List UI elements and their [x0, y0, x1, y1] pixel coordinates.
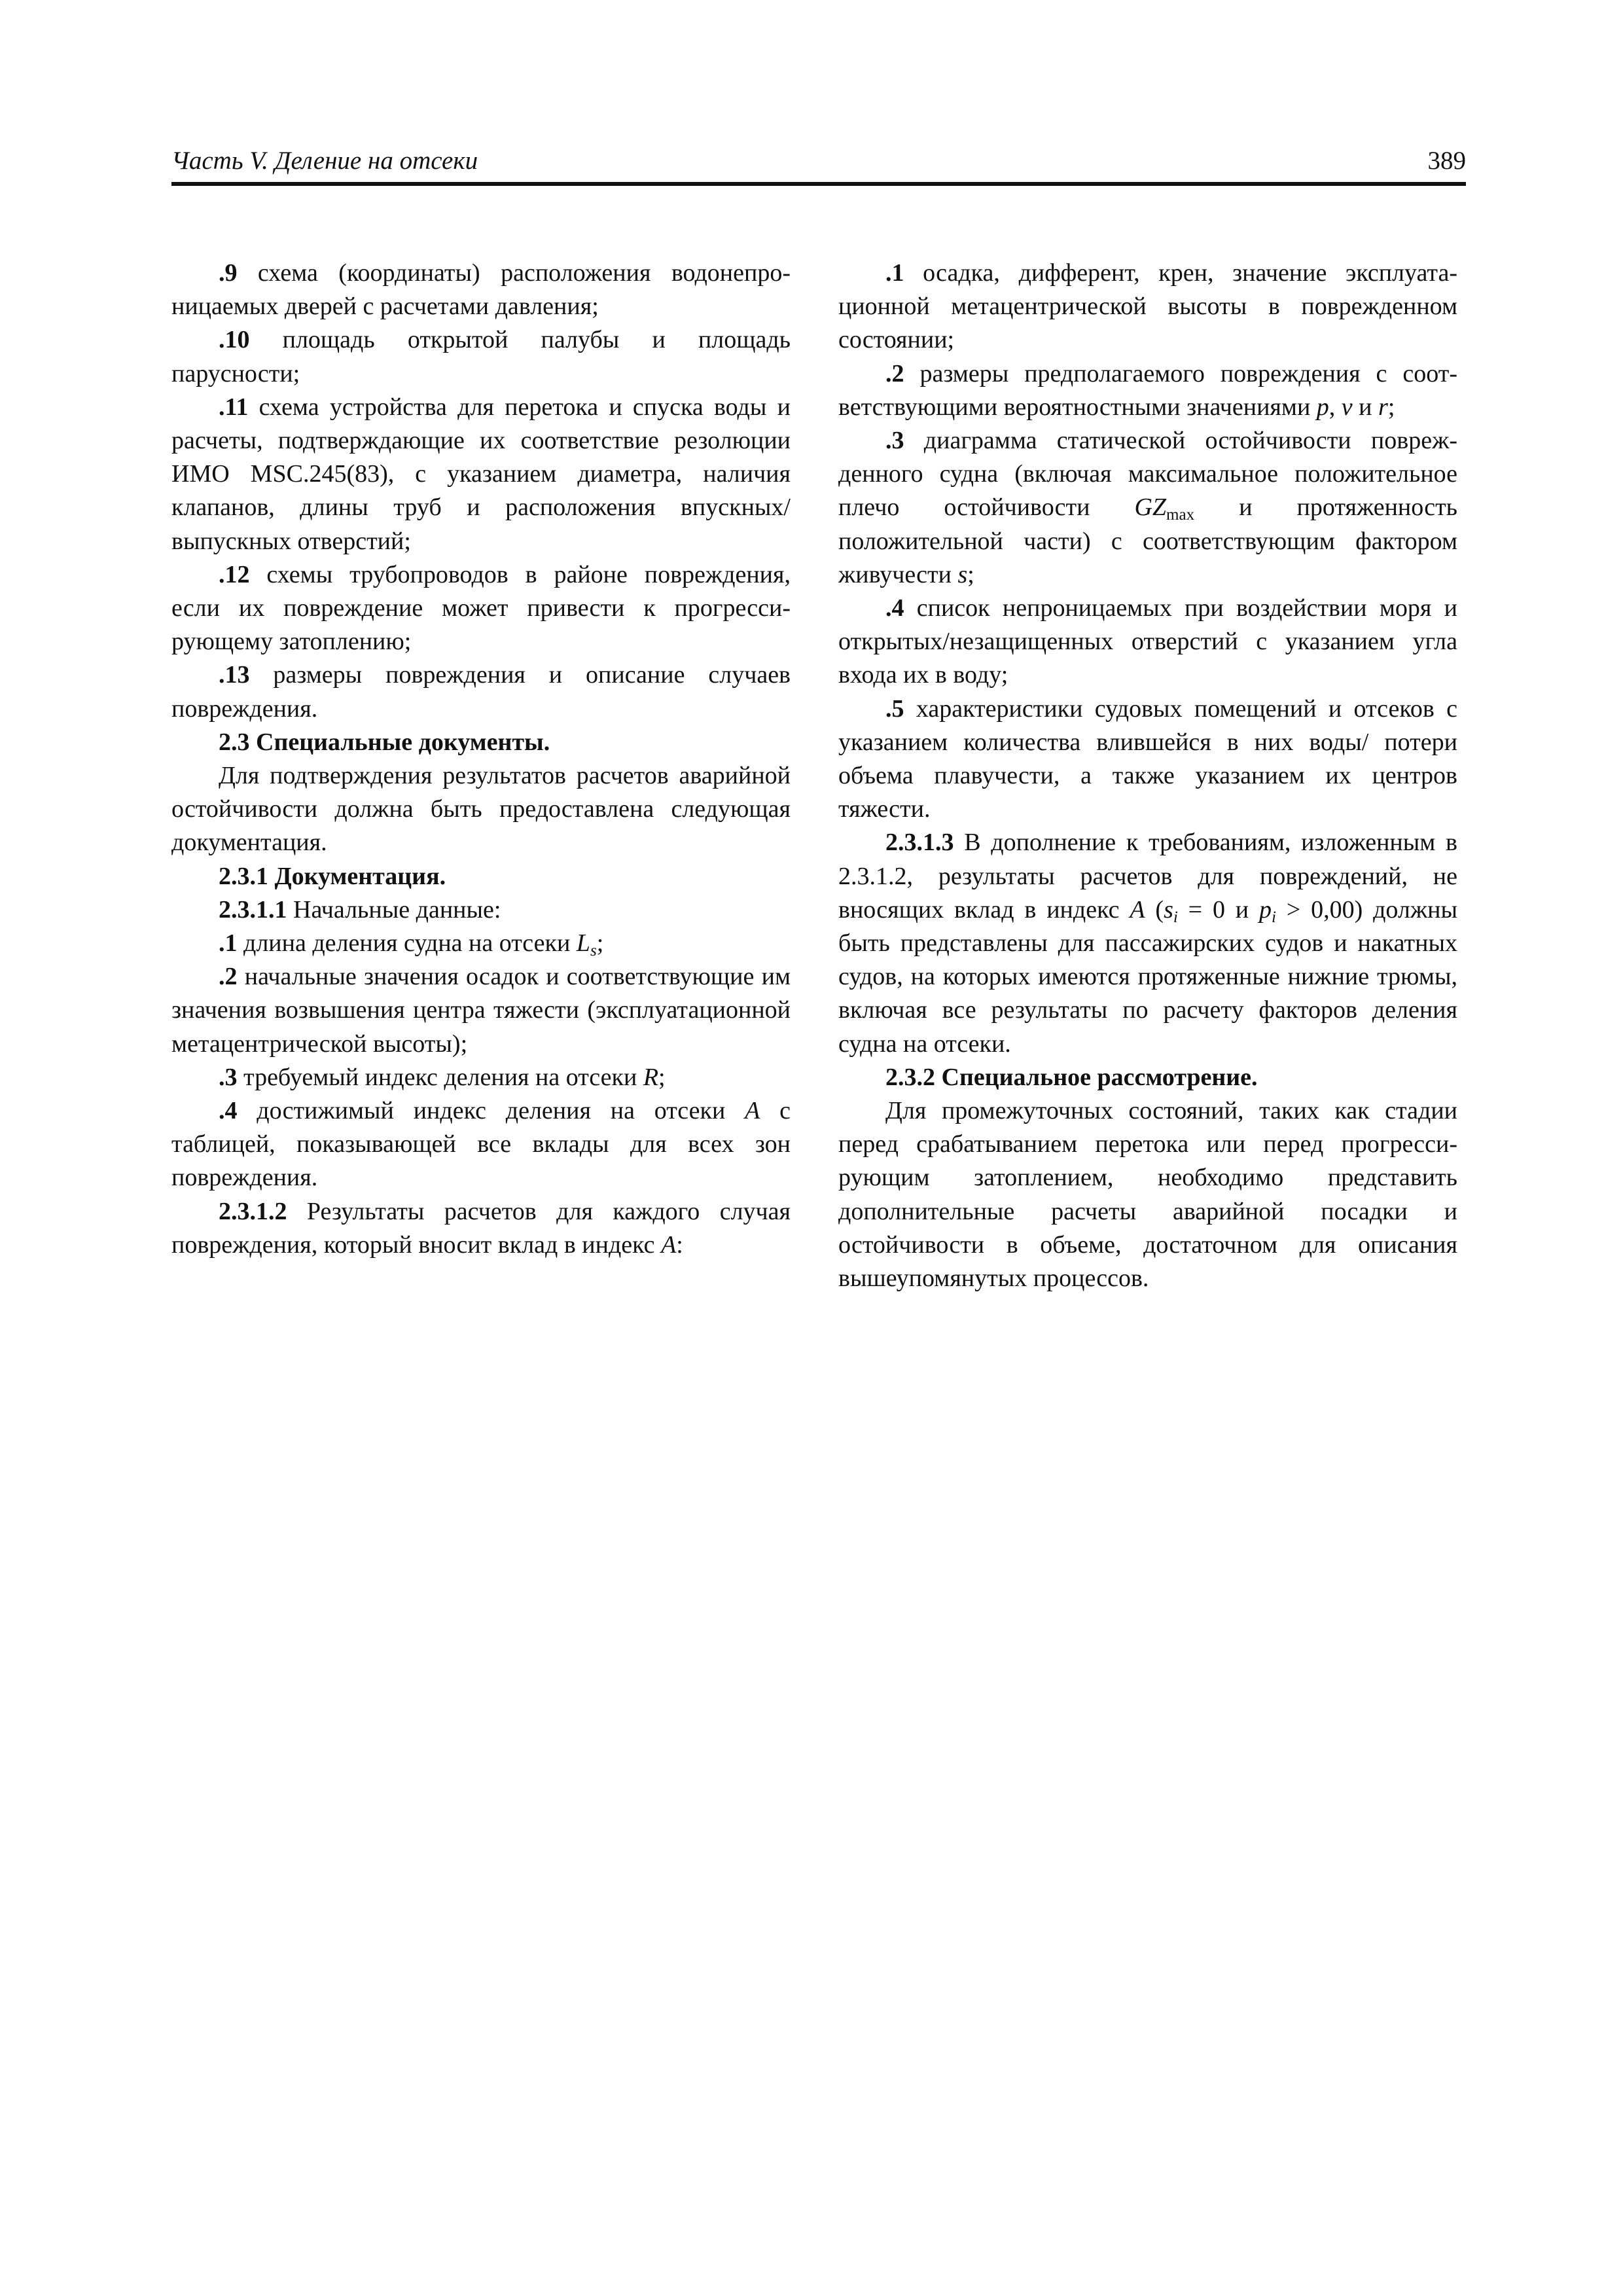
section-2-3-2-paragraph: Для промежуточных состояний, таких как стадии перед срабатыванием перетока или перед прогрессирующим затоплением, необходимо представить дополнительные расчеты аварийной посадки и остойчивости в объеме, достаточном для описания вышеупомянутых процессов.: [838, 1097, 1457, 1293]
item-number: .11: [219, 393, 249, 421]
math-variable: p: [1316, 393, 1329, 421]
left-column: [171, 257, 791, 1262]
item-number: .1: [219, 929, 238, 958]
item-text: длина деления судна на отсеки: [237, 929, 577, 958]
item-text: список непроницаемых при воздействии моря и открытых/незащищенных отверстий с указанием угла входа их в воду;: [838, 594, 1457, 689]
section-text: В дополнение к требованиям, изложенным в 2.3.1.2, результаты расчетов для повреждений, не вносящих вклад в индекс: [838, 829, 1457, 924]
result-item-3: [838, 424, 1457, 592]
item-text: схема (координаты) расположения водонепроницаемых дверей с расчетами давления;: [171, 259, 791, 321]
item-text: площадь открытой палубы и площадь парусности;: [171, 326, 791, 387]
item-number: .2: [885, 359, 904, 387]
formula-open: (: [1145, 895, 1164, 924]
item-13: [171, 658, 791, 725]
item-9: [171, 257, 791, 323]
section-heading-2-3-1-3: [838, 826, 1457, 1060]
section-text-tail: :: [676, 1230, 683, 1259]
math-subscript: max: [1166, 506, 1195, 524]
item-number: .4: [885, 594, 904, 622]
section-heading-2-3-2: 2.3.2 Специальное рассмотрение.: [885, 1063, 1258, 1091]
item-text-tail: ;: [596, 929, 604, 958]
section-heading-2-3-1-2: [171, 1195, 791, 1262]
item-number: .12: [219, 560, 250, 588]
item-number: .13: [219, 661, 250, 689]
math-variable: s: [1164, 895, 1173, 924]
item-text: характеристики судовых помещений и отсеков с указанием количества влившейся в них воды/ потери объема плавучести, а также указанием их центров тяжести.: [838, 694, 1457, 823]
item-text: размеры повреждения и описание случаев повреждения.: [171, 661, 791, 723]
item-text: осадка, дифферент, крен, значение эксплуатационной метацентрической высоты в поврежденном состоянии;: [838, 259, 1457, 354]
section-title: Начальные данные:: [287, 895, 501, 924]
separator-text: ,: [1329, 393, 1342, 421]
item-text-tail: ;: [1387, 393, 1395, 421]
math-variable: R: [643, 1063, 659, 1091]
math-subscript: s: [590, 942, 597, 960]
item-text-tail: с таблицей, показывающей все вклады для всех зон повреждения.: [171, 1097, 791, 1192]
formula-equals: = 0 и: [1177, 895, 1259, 924]
result-item-2: [838, 357, 1457, 424]
section-heading-2-3: 2.3 Специальные документы.: [219, 728, 550, 756]
item-number: .10: [219, 326, 250, 354]
item-12: [171, 558, 791, 659]
item-text: схемы трубопроводов в районе повреждения, если их повреждение может привести к прогрессирующему затоплению;: [171, 560, 791, 656]
item-text-continued: и протяженность положительной части) с соответствующим фактором живучести: [838, 493, 1457, 588]
math-variable: p: [1258, 895, 1272, 924]
item-number: .1: [885, 259, 904, 287]
item-number: .5: [885, 694, 904, 723]
item-text-tail: ;: [967, 560, 974, 588]
section-number: 2.3.1.1: [219, 895, 287, 924]
item-11: [171, 391, 791, 558]
item-text: размеры предполагаемого повреждения с соответствующими вероятностными значениями: [838, 359, 1457, 421]
data-item-2: [171, 960, 791, 1061]
item-number: .2: [219, 963, 238, 991]
section-heading-2-3-1-1: [171, 893, 791, 927]
item-number: .9: [219, 259, 238, 287]
item-text-tail: ;: [658, 1063, 666, 1091]
math-variable: A: [745, 1097, 760, 1125]
result-item-1: [838, 257, 1457, 357]
math-variable: s: [957, 560, 968, 588]
math-subscript: i: [1173, 908, 1178, 926]
section-2-3-paragraph: Для подтверждения результатов расчетов аварийной остойчивости должна быть предоставлена следующая документация.: [171, 762, 791, 857]
math-variable: r: [1378, 393, 1388, 421]
math-variable: GZ: [1134, 493, 1167, 522]
data-item-3: [171, 1061, 791, 1094]
item-text: схема устройства для перетока и спуска воды и расчеты, подтверждающие их соответствие резолюции ИМО MSC.245(83), с указанием диаметра, наличия клапанов, длины труб и расположения впускных/выпускных отверстий;: [171, 393, 791, 555]
section-number: 2.3.1: [219, 862, 268, 890]
item-text: требуемый индекс деления на отсеки: [237, 1063, 643, 1091]
math-variable: A: [1130, 895, 1145, 924]
header-title: Часть V. Деление на отсеки: [171, 147, 478, 175]
running-header: [171, 143, 1466, 186]
section-text-tail: должны быть представлены для пассажирских судов и накатных судов, на которых имеются протяженные нижние трюмы, включая все результаты по расчету факторов деления судна на отсеки.: [838, 895, 1457, 1058]
section-number: 2.3.1.2: [219, 1197, 287, 1225]
item-text: достижимый индекс деления на отсеки: [237, 1097, 745, 1125]
right-column: [838, 257, 1457, 1295]
section-heading-2-3-1: [171, 860, 791, 893]
page-number: 389: [1427, 147, 1466, 175]
result-item-4: [838, 592, 1457, 692]
data-item-4: [171, 1094, 791, 1195]
section-text: Результаты расчетов для каждого случая повреждения, который вносит вклад в индекс: [171, 1197, 791, 1259]
item-10: [171, 323, 791, 390]
math-subscript: i: [1271, 908, 1276, 926]
section-title: Документация.: [268, 862, 446, 890]
item-number: .3: [219, 1063, 238, 1091]
separator-text: и: [1352, 393, 1379, 421]
math-variable: L: [576, 929, 590, 958]
item-number: .4: [219, 1097, 238, 1125]
formula-greater: > 0,00): [1275, 895, 1363, 924]
math-variable: A: [661, 1230, 677, 1259]
math-variable: v: [1341, 393, 1353, 421]
data-item-1: [171, 927, 791, 960]
section-number: 2.3.1.3: [885, 829, 954, 857]
item-text: начальные значения осадок и соответствующие им значения возвышения центра тяжести (эксплуатационной метацентрической высоты);: [171, 963, 791, 1058]
item-text: диаграмма статической остойчивости поврежденного судна (включая максимальное положительное плечо остойчивости: [838, 427, 1457, 522]
item-number: .3: [885, 427, 904, 455]
result-item-5: [838, 692, 1457, 827]
